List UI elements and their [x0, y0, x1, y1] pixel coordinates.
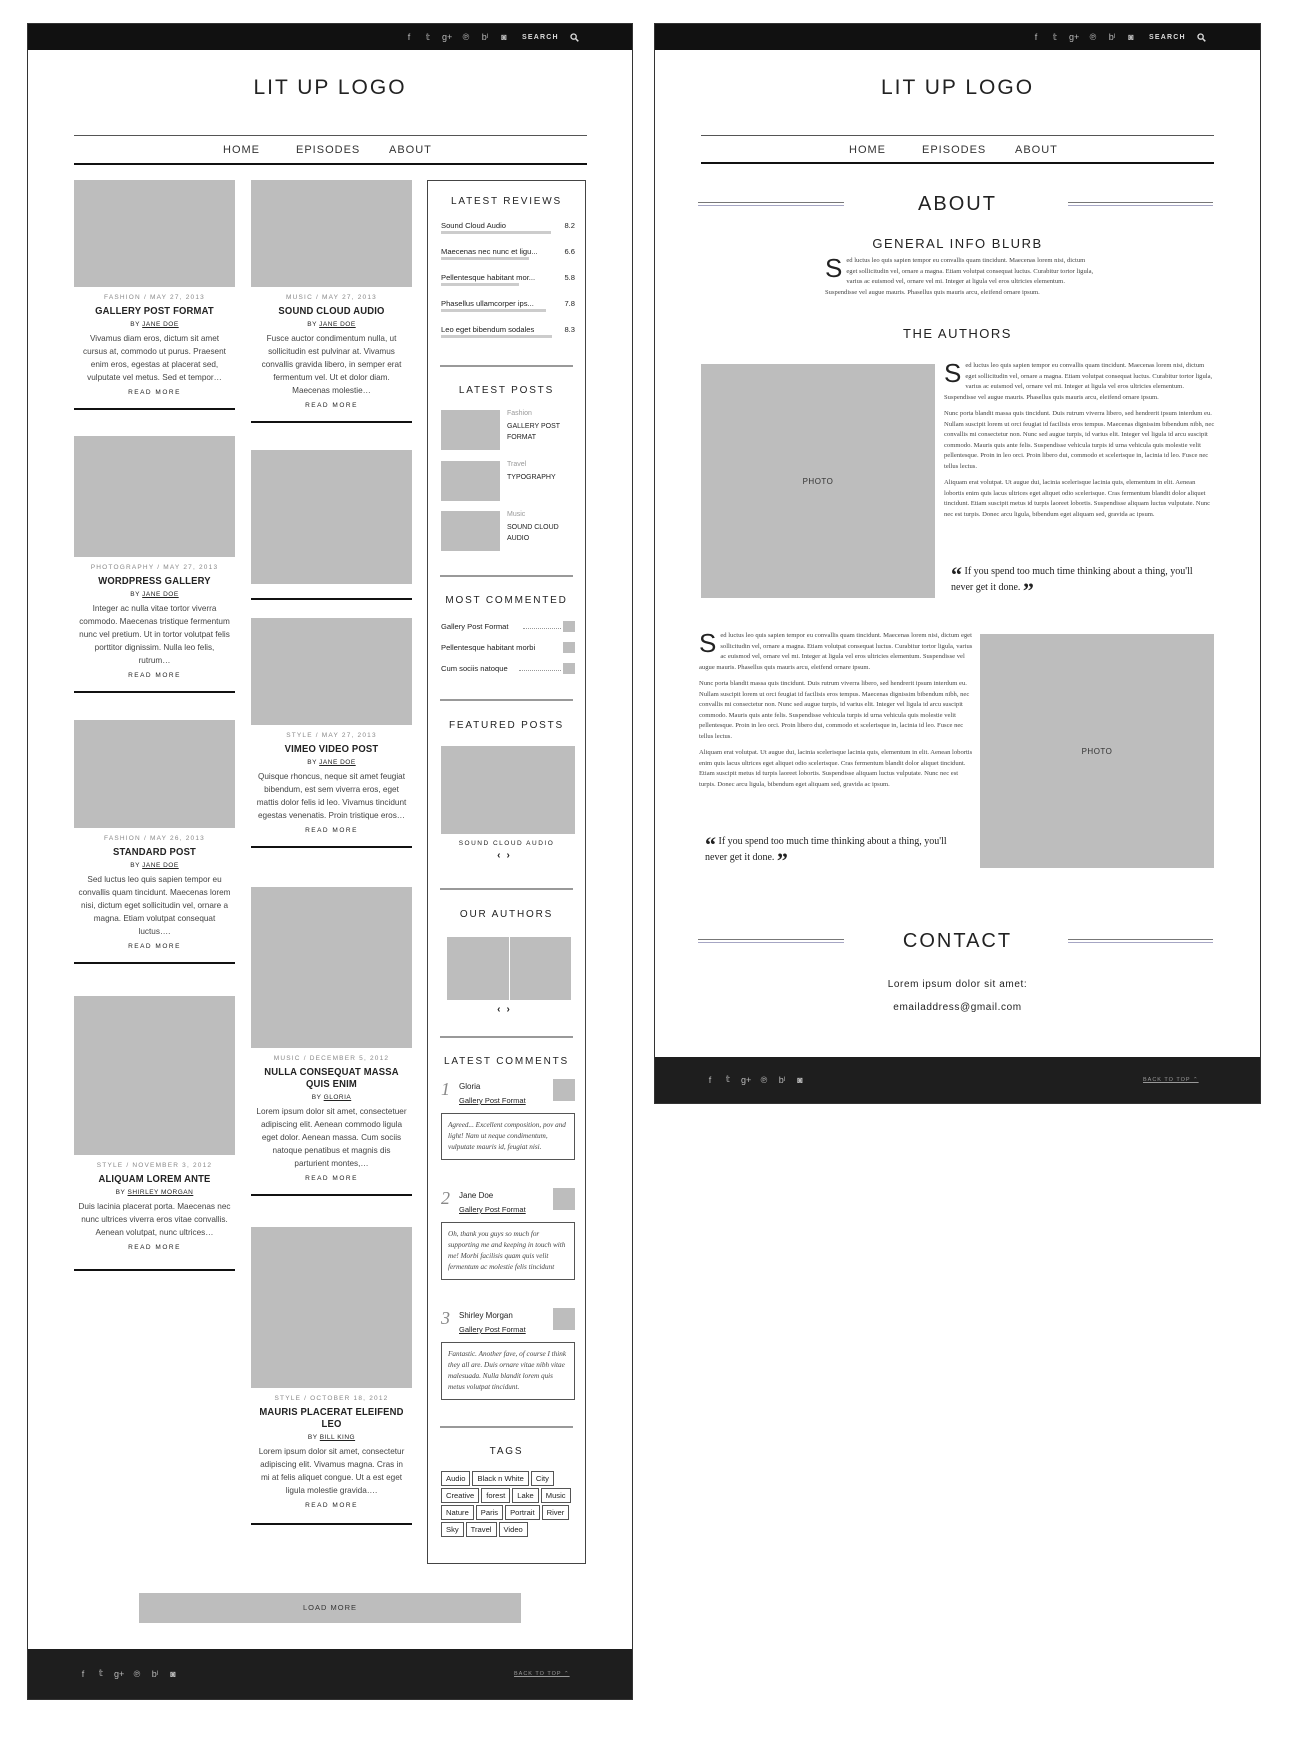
by-label: BY — [130, 321, 140, 328]
authors-heading: THE AUTHORS — [903, 326, 1012, 341]
author-link[interactable]: JANE DOE — [142, 862, 179, 869]
nav-about[interactable]: ABOUT — [389, 144, 432, 156]
latest-post-thumb[interactable] — [441, 461, 500, 501]
review-item[interactable] — [441, 273, 575, 282]
read-more-link[interactable]: READ MORE — [305, 402, 358, 409]
post-meta: STYLE / NOVEMBER 3, 2012 — [96, 1162, 213, 1169]
review-name: Leo eget bibendum sodales — [441, 325, 535, 334]
twitter-icon[interactable]: 𝕥 — [98, 1668, 104, 1678]
twitter-icon[interactable]: 𝕥 — [425, 31, 431, 42]
read-more-link[interactable]: READ MORE — [128, 943, 181, 950]
bio-paragraph: Nunc porta blandit massa quis tincidunt. Duis rutrum viverra libero, sed hendrerit ipsum interdum eu. Nullam suscipit lorem ut orci feugiat id facilisis eros tempus. Maecenas dignissim bibendum nibh, nec convallis mi consectetur non. Nunc sed augue turpis, id varius elit. Integer vel ligula id arcu suscipit commodo. Mauris quis ante felis. Suspendisse vehicula turpis id urna vehicula quis molestie velit pellentesque. Proin in leo orci. Proin libero dui, commodo et scelerisque in, lacinia id leo. Fusce nec tellus lectus. — [944, 410, 1215, 470]
nav-top-rule — [74, 135, 587, 136]
post-card — [74, 996, 235, 1271]
post-excerpt: Vivamus diam eros, dictum sit amet cursus at, commodo ut purus. Praesent enim eros, egestas at placerat sed, vulputate vel metus. Sed et tempor… — [83, 334, 226, 382]
contact-text: Lorem ipsum dolor sit amet: — [887, 979, 1028, 990]
post-divider — [74, 1269, 235, 1271]
bloglovin-icon[interactable]: bˡ — [151, 1668, 159, 1679]
read-more-link[interactable]: READ MORE — [128, 672, 181, 679]
read-more-link[interactable]: READ MORE — [305, 827, 358, 834]
widget-divider — [440, 1036, 573, 1038]
widget-divider — [440, 1426, 573, 1428]
twitter-icon[interactable]: 𝕥 — [1052, 31, 1058, 42]
top-bar — [655, 24, 1260, 50]
post-byline — [74, 1189, 235, 1196]
tag-link[interactable]: Music — [541, 1488, 571, 1503]
widget-divider — [440, 575, 573, 577]
search-label: SEARCH — [522, 33, 559, 41]
author-link[interactable]: JANE DOE — [319, 321, 356, 328]
comment-avatar — [553, 1079, 575, 1101]
tag-link[interactable]: Paris — [476, 1505, 503, 1520]
photo-label: PHOTO — [802, 476, 834, 486]
post-card — [251, 450, 412, 600]
post-excerpt: Integer ac nulla vitae tortor viverra commodo. Maecenas tristique fermentum nunc vel pretium. Ut in tortor volutpat felis porttitor dignissim. Nulla leo felis, rutrum… — [79, 604, 230, 665]
tag-link[interactable]: Lake — [512, 1488, 538, 1503]
chevron-left-icon[interactable]: ‹ — [497, 850, 507, 861]
general-info-heading: GENERAL INFO BLURB — [872, 236, 1043, 251]
latest-post-category: Travel — [507, 461, 527, 468]
comment-avatar — [553, 1308, 575, 1330]
comment-text: Oh, thank you guys so much for supporting me and keeping in touch with me! Morbi facilisis quam quis velit fermentum ac molestie felis tincidunt — [441, 1222, 575, 1280]
post-thumbnail[interactable] — [251, 1227, 412, 1388]
pinterest-icon[interactable]: ℗ — [133, 1668, 141, 1679]
post-thumbnail[interactable] — [74, 436, 235, 557]
google-plus-icon[interactable]: g+ — [1069, 32, 1080, 42]
post-title[interactable]: GALLERY POST FORMAT — [95, 305, 214, 317]
tag-link[interactable]: Portrait — [505, 1505, 539, 1520]
bio-paragraph: Nunc porta blandit massa quis tincidunt. Duis rutrum viverra libero, sed hendrerit ipsum interdum eu. Nullam suscipit lorem ut orci feugiat id facilisis eros tempus. Maecenas dignissim bibendum nibh, nec convallis mi consectetur non. Nunc sed augue turpis, id varius elit. Integer vel ligula id arcu suscipit commodo. Mauris quis ante felis. Suspendisse vehicula turpis id urna vehicula quis molestie velit pellentesque. Proin in leo orci. Proin libero dui, commodo et scelerisque in, lacinia id leo. Fusce nec tellus lectus. — [699, 680, 970, 740]
post-title[interactable]: NULLA CONSEQUAT MASSA QUIS ENIM — [264, 1066, 399, 1090]
post-byline — [74, 321, 235, 328]
sidebar — [427, 180, 586, 1564]
review-score: 5.8 — [564, 273, 575, 282]
post-title[interactable]: SOUND CLOUD AUDIO — [278, 305, 385, 317]
review-bar — [441, 283, 519, 286]
by-label: BY — [307, 321, 317, 328]
comment-post-link[interactable]: Gallery Post Format — [459, 1096, 526, 1105]
nav-episodes[interactable]: EPISODES — [922, 144, 987, 156]
search-label: SEARCH — [1149, 33, 1186, 41]
footer-social-links — [78, 1668, 178, 1679]
latest-post-thumb[interactable] — [441, 410, 500, 450]
comment-text: Agreed... Excellent composition, pov and light! Nam ut neque condimentum, vulputate mauris id, feugiat nisi. — [441, 1113, 575, 1160]
post-divider — [251, 846, 412, 848]
tag-link[interactable]: River — [542, 1505, 570, 1520]
comment-count-box — [563, 663, 575, 674]
most-commented-item[interactable] — [441, 664, 575, 673]
search-link[interactable] — [522, 24, 559, 50]
read-more-link[interactable]: READ MORE — [128, 389, 181, 396]
post-title[interactable]: STANDARD POST — [112, 846, 197, 858]
nav-home[interactable]: HOME — [223, 144, 260, 156]
search-icon[interactable] — [570, 24, 579, 50]
by-label: BY — [307, 1434, 318, 1441]
featured-carousel-arrows — [428, 850, 585, 861]
general-info-text — [825, 253, 1095, 298]
section-rule-right — [1068, 202, 1213, 206]
author-link[interactable]: BILL KING — [319, 1434, 356, 1441]
most-commented-title: Gallery Post Format — [441, 622, 509, 631]
footer — [655, 1057, 1260, 1103]
post-thumbnail[interactable] — [251, 887, 412, 1048]
widget-title-authors: OUR AUTHORS — [459, 909, 554, 920]
post-divider — [74, 962, 235, 964]
post-divider — [251, 1194, 412, 1196]
tag-link[interactable]: Creative — [441, 1488, 479, 1503]
back-to-top-link[interactable]: BACK TO TOP ⌃ — [1143, 1077, 1199, 1083]
tag-cloud — [441, 1471, 581, 1537]
widget-divider — [440, 699, 573, 701]
post-byline — [251, 321, 412, 328]
tag-link[interactable]: Video — [499, 1522, 528, 1537]
post-title[interactable]: MAURIS PLACERAT ELEIFEND LEO — [259, 1406, 404, 1430]
bloglovin-icon[interactable]: bˡ — [481, 32, 489, 42]
nav-episodes[interactable]: EPISODES — [296, 144, 361, 156]
tag-link[interactable]: Black n White — [472, 1471, 528, 1486]
nav-bottom-rule — [74, 163, 587, 165]
review-name: Maecenas nec nunc et ligu... — [441, 247, 538, 256]
by-label: BY — [311, 1094, 322, 1101]
latest-post-title[interactable]: GALLERY POST FORMAT — [507, 423, 560, 441]
open-quote-icon: “ — [705, 832, 716, 857]
back-to-top-link[interactable]: BACK TO TOP ⌃ — [514, 1671, 570, 1677]
facebook-icon[interactable]: f — [81, 1668, 85, 1679]
google-plus-icon[interactable]: g+ — [442, 32, 453, 42]
nav-top-rule — [701, 135, 1214, 136]
comment-avatar — [553, 1188, 575, 1210]
section-rule-right — [1068, 939, 1213, 943]
post-divider — [251, 598, 412, 600]
latest-post-title[interactable]: SOUND CLOUD AUDIO — [507, 524, 559, 542]
review-score: 8.2 — [564, 221, 575, 230]
contact-heading: CONTACT — [902, 930, 1013, 952]
bio-paragraph: Aliquam erat volutpat. Ut augue dui, lacinia scelerisque lacinia quis, elementum in elit. Aenean lobortis enim quis lacus ultrices eget aliquet odio scelerisque. Cras fermentum blandit dolor aliquet tincidunt. Etiam suscipit metus id turpis laoreet lobortis. Suspendisse aliquam luctus vulputate. Nunc nec est turpis. Donec arcu ligula, bibendum eget aliquam sed, gravida ac ipsum. — [944, 479, 1211, 518]
post-byline — [251, 759, 412, 766]
author-link[interactable]: JANE DOE — [319, 759, 356, 766]
social-links — [1031, 24, 1136, 50]
bloglovin-icon[interactable]: bˡ — [778, 1074, 786, 1085]
facebook-icon[interactable]: f — [1034, 32, 1038, 42]
post-byline — [74, 591, 235, 598]
post-title[interactable]: ALIQUAM LOREM ANTE — [98, 1173, 211, 1185]
load-more-button[interactable]: LOAD MORE — [139, 1593, 521, 1623]
comment-post-link[interactable]: Gallery Post Format — [459, 1205, 526, 1214]
widget-title-latest-posts: LATEST POSTS — [458, 385, 555, 396]
comment-text: Fantastic. Another fave, of course I think they all are. Duis ornare vitae nibh vitae malesuada. Nulla blandit lorem quis metus volutpat tincidunt. — [441, 1342, 575, 1400]
post-byline — [251, 1094, 412, 1101]
open-quote-icon: “ — [951, 562, 962, 587]
close-quote-icon: ” — [776, 848, 788, 873]
video-thumbnail[interactable] — [251, 450, 412, 584]
comment-number: 3 — [441, 1308, 450, 1328]
latest-post-title[interactable]: TYPOGRAPHY — [507, 474, 556, 481]
by-label: BY — [115, 1189, 126, 1196]
latest-post-category: Fashion — [507, 410, 532, 417]
review-score: 7.8 — [564, 299, 575, 308]
home-page-mockup — [27, 23, 633, 1700]
post-title[interactable]: VIMEO VIDEO POST — [284, 743, 379, 755]
footer — [28, 1649, 632, 1699]
most-commented-title: Pellentesque habitant morbi — [441, 643, 536, 652]
pull-quote-2 — [705, 832, 967, 873]
most-commented-item[interactable] — [441, 622, 575, 631]
bio-paragraph: ed luctus leo quis sapien tempor eu convallis quam tincidunt. Maecenas lorem nisi, dictum eget sollicitudin vel, ornare a magna. Etiam volutpat consequat luctus. Curabitur tortor ligula, varius ac euismod vel, ornare vel mi. Integer at ligula vel eros ultricies elementum. Suspendisse vel augue mauris. Phasellus quis mauris arcu, eleifend ornare ipsum. — [944, 362, 1213, 401]
read-more-link[interactable]: READ MORE — [305, 1175, 358, 1182]
post-card — [251, 180, 412, 423]
by-label: BY — [130, 591, 140, 598]
tag-link[interactable]: Sky — [441, 1522, 464, 1537]
author-photo-2 — [980, 634, 1214, 868]
post-divider — [74, 408, 235, 410]
most-commented-title: Cum sociis natoque — [441, 664, 508, 673]
widget-title-reviews: LATEST REVIEWS — [451, 196, 562, 207]
quote-text: If you spend too much time thinking about a thing, you'll never get it done. — [705, 836, 947, 863]
bio-paragraph: ed luctus leo quis sapien tempor eu convallis quam tincidunt. Maecenas lorem nisi, dictum eget sollicitudin vel, ornare a magna. Etiam volutpat consequat luctus. Curabitur tortor ligula, varius ac euismod vel, ornare vel mi. Integer at ligula vel eros ultricies elementum. Suspendisse vel augue mauris. Phasellus quis mauris arcu, eleifend ornare ipsum. — [699, 632, 973, 671]
post-byline — [74, 862, 235, 869]
post-thumbnail[interactable] — [74, 996, 235, 1155]
authors-carousel-arrows — [428, 1004, 585, 1015]
post-thumbnail[interactable] — [251, 618, 412, 725]
widget-title-featured: FEATURED POSTS — [448, 720, 565, 731]
tag-link[interactable]: City — [531, 1471, 554, 1486]
instagram-icon[interactable]: ◙ — [501, 32, 507, 42]
post-thumbnail[interactable] — [74, 180, 235, 287]
chevron-left-icon[interactable]: ‹ — [497, 1004, 507, 1015]
site-logo[interactable]: LIT UP LOGO — [253, 76, 407, 99]
drop-cap: S — [825, 253, 843, 283]
main-nav — [655, 144, 1261, 158]
post-card — [74, 720, 235, 964]
contact-email-link[interactable]: emailaddress@gmail.com — [893, 1002, 1022, 1013]
author-link[interactable]: GLORIA — [323, 1094, 352, 1101]
author-bio-1 — [944, 358, 1216, 520]
widget-divider — [440, 365, 573, 367]
read-more-link[interactable]: READ MORE — [128, 1244, 181, 1251]
bloglovin-icon[interactable]: bˡ — [1108, 32, 1116, 42]
author-link[interactable]: JANE DOE — [142, 321, 179, 328]
tag-link[interactable]: Audio — [441, 1471, 470, 1486]
comment-author: Jane Doe — [459, 1191, 494, 1200]
review-name: Sound Cloud Audio — [441, 221, 507, 230]
review-item[interactable] — [441, 299, 575, 308]
tag-link[interactable]: Nature — [441, 1505, 474, 1520]
post-meta: MUSIC / DECEMBER 5, 2012 — [273, 1055, 390, 1062]
author-photo[interactable] — [447, 937, 509, 1000]
search-icon[interactable] — [1197, 24, 1206, 50]
review-score: 6.6 — [564, 247, 575, 256]
site-logo[interactable]: LIT UP LOGO — [880, 76, 1035, 99]
post-title[interactable]: WORDPRESS GALLERY — [98, 575, 211, 587]
drop-cap: S — [944, 358, 962, 388]
pinterest-icon[interactable]: ℗ — [1089, 32, 1097, 42]
post-thumbnail[interactable] — [74, 720, 235, 828]
widget-title-most-commented: MOST COMMENTED — [445, 595, 568, 606]
general-info-paragraph: ed luctus leo quis sapien tempor eu convallis quam tincidunt. Maecenas lorem nisi, dictum eget sollicitudin vel, ornare a magna. Etiam volutpat consequat luctus. Curabitur tortor ligula, varius ac euismod vel, ornare vel mi. Integer at ligula vel eros ultricies elementum. Suspendisse vel augue mauris. Phasellus quis mauris arcu, eleifend ornare ipsum. — [825, 257, 1094, 296]
comment-number: 2 — [441, 1188, 450, 1208]
about-heading: ABOUT — [918, 193, 997, 215]
post-divider — [251, 421, 412, 423]
post-meta: PHOTOGRAPHY / MAY 27, 2013 — [90, 564, 219, 571]
quote-text: If you spend too much time thinking about a thing, you'll never get it done. — [951, 566, 1193, 593]
comment-number: 1 — [441, 1079, 450, 1099]
review-item[interactable] — [441, 325, 575, 334]
pinterest-icon[interactable]: ℗ — [760, 1074, 768, 1085]
post-meta: FASHION / MAY 26, 2013 — [104, 835, 205, 842]
photo-label: PHOTO — [1081, 746, 1113, 756]
widget-divider — [440, 888, 573, 890]
post-card — [251, 618, 412, 848]
post-excerpt: Sed luctus leo quis sapien tempor eu convallis quam tincidunt. Maecenas lorem nisi, dictum eget sollicitudin vel, ornare a magna. Etiam volutpat consequat luctus…. — [78, 875, 231, 936]
latest-post-category: Music — [507, 511, 526, 518]
review-item[interactable] — [441, 247, 575, 256]
search-link[interactable] — [1149, 24, 1186, 50]
post-meta: FASHION / MAY 27, 2013 — [104, 294, 205, 301]
post-divider — [74, 691, 235, 693]
latest-post-thumb[interactable] — [441, 511, 500, 551]
instagram-icon[interactable]: ◙ — [170, 1668, 176, 1679]
review-name: Pellentesque habitant mor... — [441, 273, 536, 282]
by-label: BY — [130, 862, 140, 869]
dotted-leader — [519, 670, 561, 671]
review-bar — [441, 231, 551, 234]
post-card — [251, 887, 412, 1196]
dotted-leader — [523, 628, 561, 629]
read-more-link[interactable]: READ MORE — [305, 1502, 358, 1509]
review-bar — [441, 335, 552, 338]
post-excerpt: Fusce auctor condimentum nulla, ut sollicitudin est pulvinar at. Vivamus convallis gravida libero, in semper erat fermentum vel. Ut et dolor diam. Maecenas molestie… — [261, 334, 402, 395]
review-bar — [441, 257, 529, 260]
review-name: Phasellus ullamcorper ips... — [441, 299, 534, 308]
author-bio-2 — [699, 628, 975, 790]
nav-home[interactable]: HOME — [849, 144, 886, 156]
chevron-right-icon[interactable]: › — [506, 850, 516, 861]
comment-count-box — [563, 621, 575, 632]
author-link[interactable]: SHIRLEY MORGAN — [127, 1189, 194, 1196]
post-byline — [251, 1434, 412, 1441]
author-photo[interactable] — [510, 937, 571, 1000]
comment-author: Gloria — [459, 1082, 481, 1091]
post-card — [74, 180, 235, 410]
pull-quote-1 — [951, 562, 1213, 603]
post-excerpt: Quisque rhoncus, neque sit amet feugiat bibendum, est sem viverra eros, eget mattis dolor felis id leo. Vivamus tincidunt egestas venenatis. Proin tristique eros… — [256, 772, 407, 820]
pinterest-icon[interactable]: ℗ — [462, 32, 470, 42]
review-bar — [441, 309, 546, 312]
widget-title-tags: TAGS — [489, 1446, 524, 1457]
chevron-right-icon[interactable]: › — [506, 1004, 516, 1015]
comment-post-link[interactable]: Gallery Post Format — [459, 1325, 526, 1334]
close-quote-icon: ” — [1022, 578, 1034, 603]
post-thumbnail[interactable] — [251, 180, 412, 287]
most-commented-item[interactable] — [441, 643, 575, 652]
facebook-icon[interactable]: f — [708, 1074, 712, 1085]
post-excerpt: Lorem ipsum dolor sit amet, consectetur adipiscing elit. Vivamus magna. Cras in mi at felis aliquet congue. Ut a est eget ligula molestie gravida…. — [258, 1447, 405, 1495]
social-links — [404, 24, 509, 50]
post-card — [251, 1227, 412, 1525]
author-link[interactable]: JANE DOE — [142, 591, 179, 598]
footer-social-links — [705, 1074, 805, 1085]
twitter-icon[interactable]: 𝕥 — [725, 1074, 731, 1084]
google-plus-icon[interactable]: g+ — [114, 1668, 125, 1679]
comment-count-box — [563, 642, 575, 653]
tag-link[interactable]: forest — [481, 1488, 510, 1503]
by-label: BY — [307, 759, 317, 766]
instagram-icon[interactable]: ◙ — [797, 1074, 803, 1085]
drop-cap: S — [699, 628, 717, 658]
main-nav — [28, 144, 633, 158]
instagram-icon[interactable]: ◙ — [1128, 32, 1134, 42]
review-item[interactable] — [441, 221, 575, 230]
featured-caption[interactable]: SOUND CLOUD AUDIO — [458, 840, 555, 847]
about-page-mockup — [654, 23, 1261, 1104]
comment-author: Shirley Morgan — [459, 1311, 513, 1320]
post-meta: STYLE / MAY 27, 2013 — [286, 732, 377, 739]
post-meta: MUSIC / MAY 27, 2013 — [286, 294, 377, 301]
nav-bottom-rule — [701, 162, 1214, 164]
top-bar — [28, 24, 632, 50]
widget-title-latest-comments: LATEST COMMENTS — [444, 1056, 569, 1067]
google-plus-icon[interactable]: g+ — [741, 1074, 752, 1085]
post-excerpt: Lorem ipsum dolor sit amet, consectetuer adipiscing elit. Aenean commodo ligula eget dolor. Aenean massa. Cum sociis natoque penatibus et magnis dis parturient montes,… — [256, 1107, 407, 1168]
post-divider — [251, 1523, 412, 1525]
featured-image[interactable] — [441, 746, 575, 834]
tag-link[interactable]: Travel — [466, 1522, 497, 1537]
post-card — [74, 436, 235, 693]
nav-about[interactable]: ABOUT — [1015, 144, 1058, 156]
review-score: 8.3 — [564, 325, 575, 334]
bio-paragraph: Aliquam erat volutpat. Ut augue dui, lacinia scelerisque lacinia quis, elementum in elit. Aenean lobortis enim quis lacus ultrices eget aliquet odio scelerisque. Cras fermentum blandit dolor aliquet tincidunt. Etiam suscipit metus id turpis laoreet lobortis. Suspendisse aliquam luctus vulputate. Nunc nec est turpis. Donec arcu ligula, bibendum eget aliquam sed, gravida ac ipsum. — [699, 749, 973, 788]
facebook-icon[interactable]: f — [407, 32, 411, 42]
post-meta: STYLE / OCTOBER 18, 2012 — [274, 1395, 389, 1402]
author-photo-1 — [701, 364, 935, 598]
post-excerpt: Duis lacinia placerat porta. Maecenas nec nunc ultrices viverra eros vitae convallis. Aenean volutpat, nunc ultrices… — [78, 1202, 231, 1237]
